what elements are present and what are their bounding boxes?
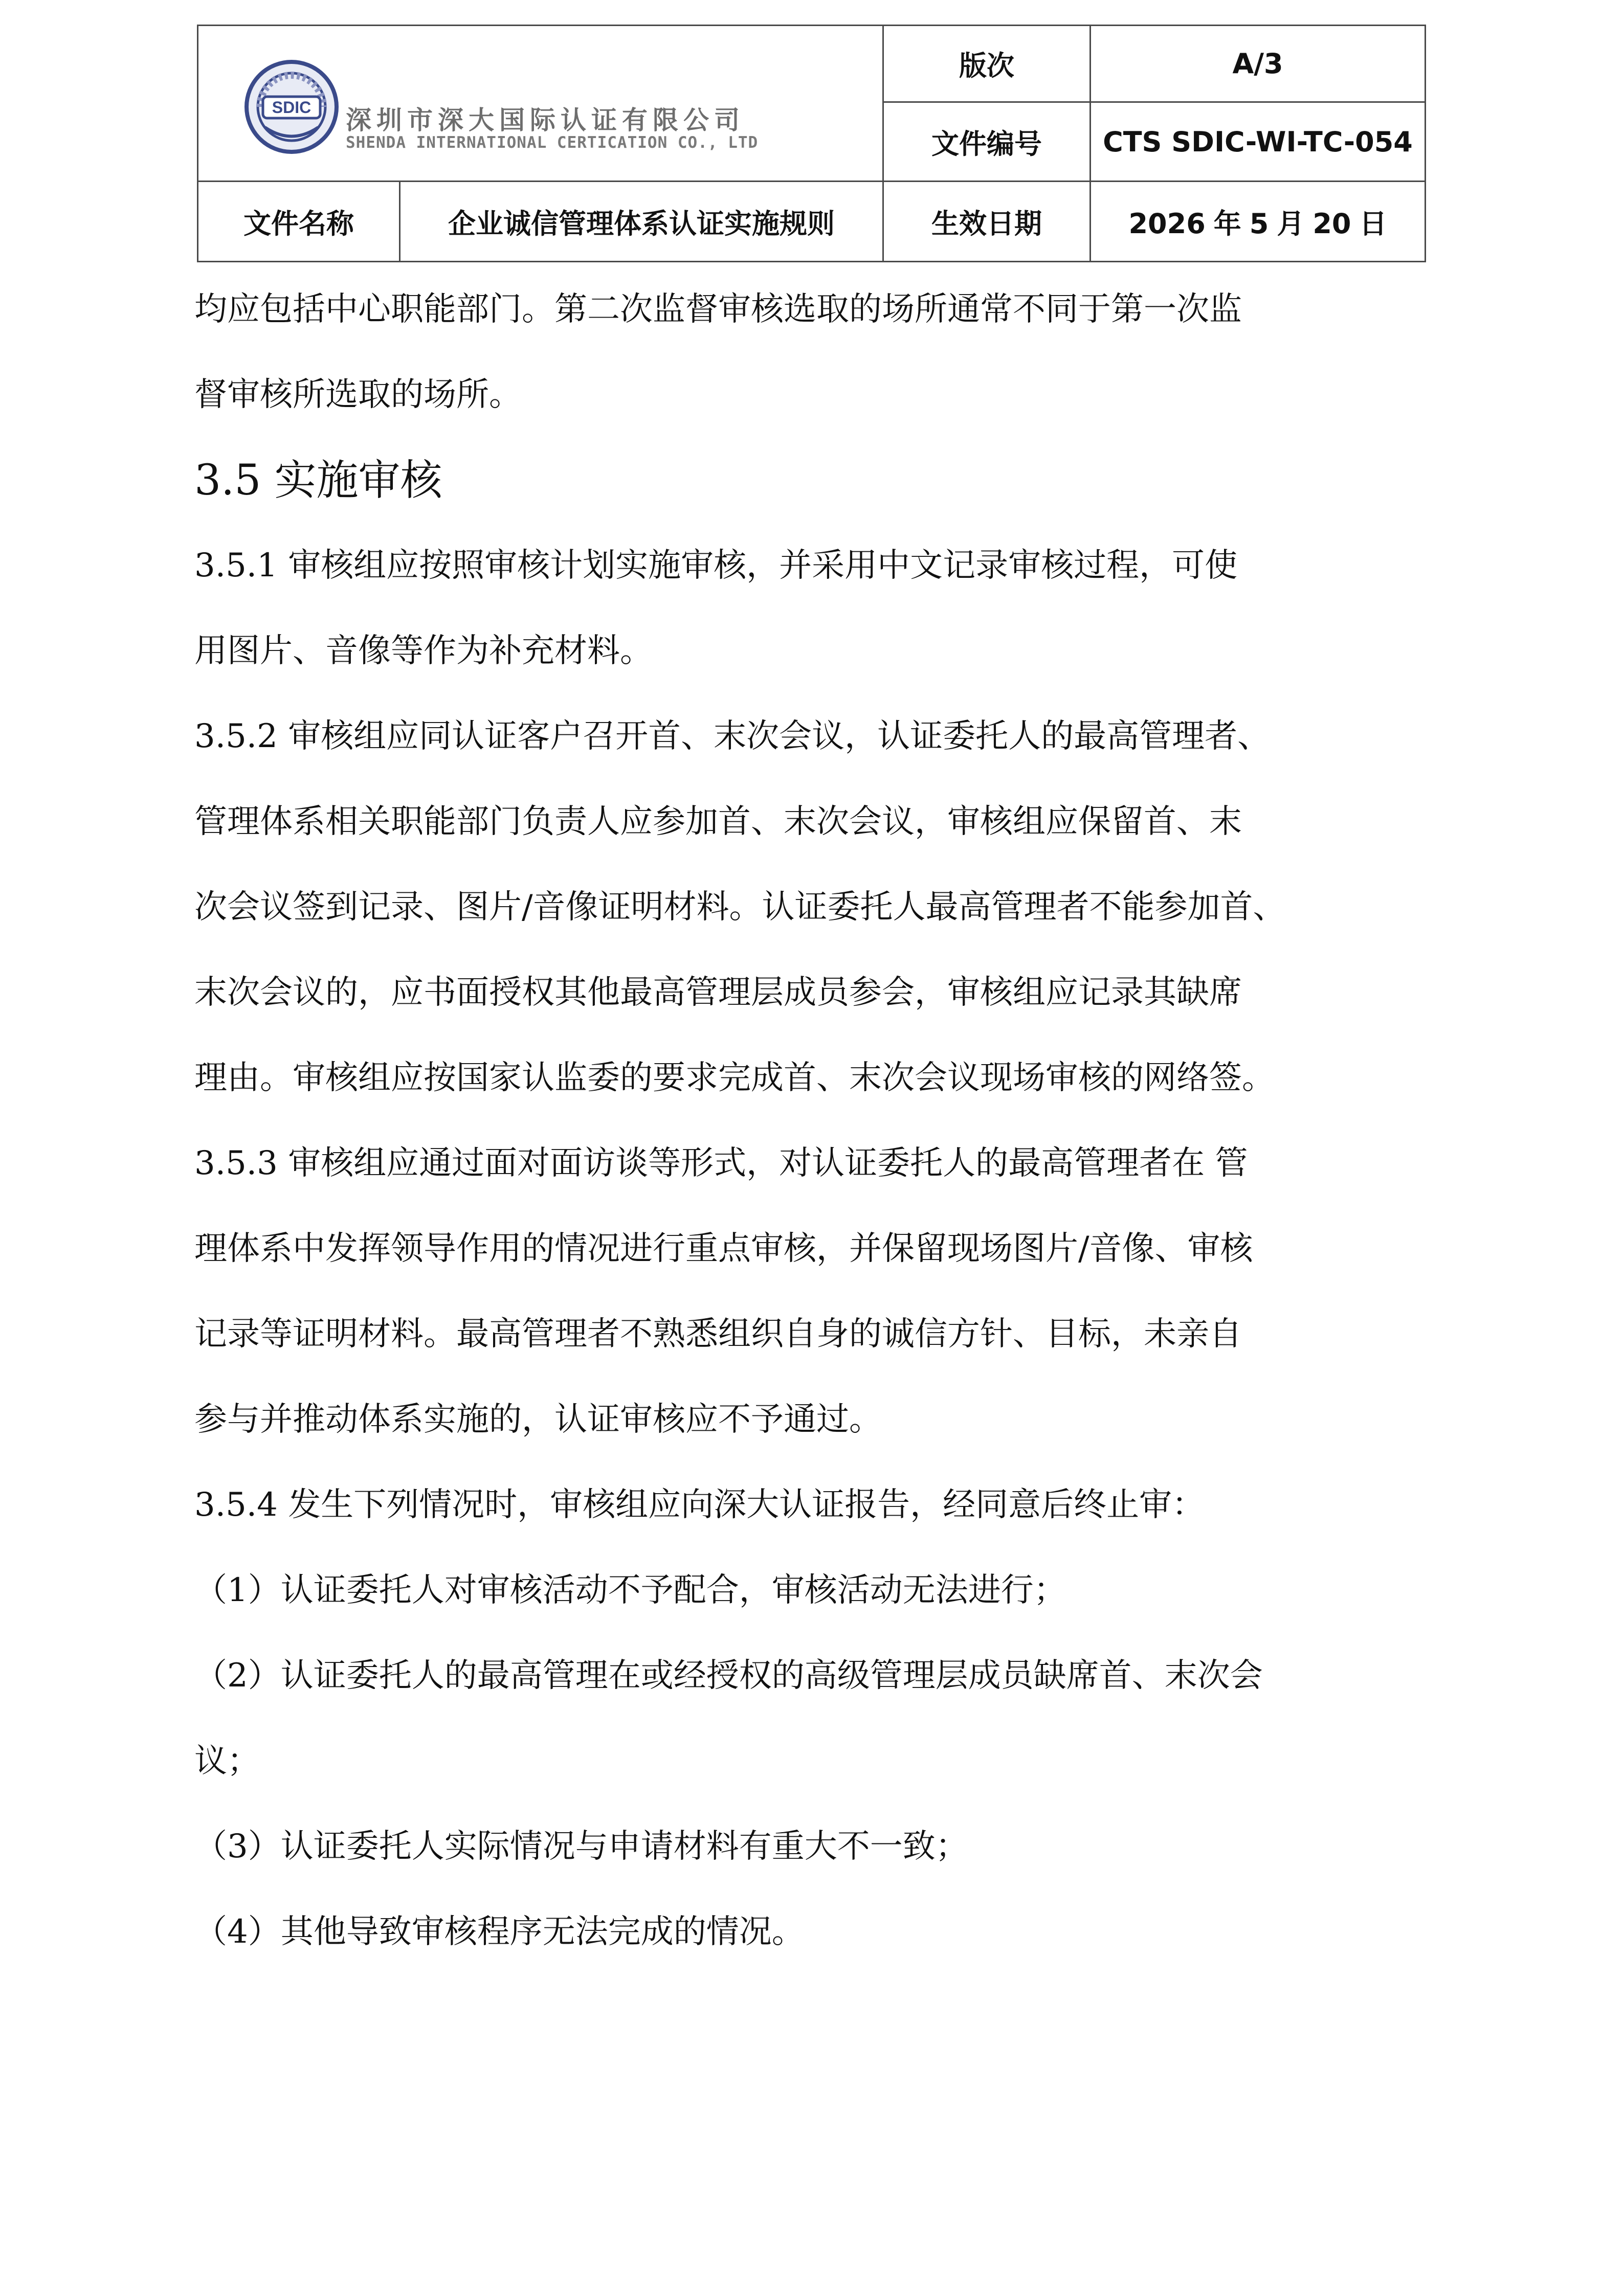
- section-line: （3）认证委托人实际情况与申请材料有重大不一致；: [194, 1828, 968, 1865]
- company-name-cn: 深圳市深大国际认证有限公司: [346, 105, 745, 135]
- section-line: 参与并推动体系实施的，认证审核应不予通过。: [194, 1401, 882, 1438]
- section-line: 3.5.1 审核组应按照审核计划实施审核，并采用中文记录审核过程，可使: [194, 547, 1238, 584]
- effective-year: 2026: [1128, 207, 1206, 240]
- effective-month: 5: [1249, 207, 1269, 240]
- sdic-seal-icon: [244, 56, 342, 158]
- section-line: （2）认证委托人的最高管理在或经授权的高级管理层成员缺席首、末次会: [194, 1657, 1263, 1695]
- version-value: A/3: [1091, 26, 1426, 102]
- effective-day: 20: [1312, 207, 1351, 240]
- body-line: 督审核所选取的场所。: [194, 376, 522, 414]
- section-line: 末次会议的，应书面授权其他最高管理层成员参会，审核组应记录其缺席: [194, 974, 1242, 1011]
- effective-year-unit: 年: [1213, 207, 1241, 240]
- version-label: 版次: [883, 26, 1091, 102]
- doc-number-value: CTS SDIC-WI-TC-054: [1091, 102, 1426, 182]
- doc-number-label: 文件编号: [883, 102, 1091, 182]
- effective-date-value: [1091, 182, 1426, 262]
- section-line: 用图片、音像等作为补充材料。: [194, 632, 653, 670]
- doc-name-label: 文件名称: [198, 182, 400, 262]
- effective-date-label: 生效日期: [883, 182, 1091, 262]
- section-line: （4）其他导致审核程序无法完成的情况。: [194, 1913, 805, 1951]
- section-line: 理由。审核组应按国家认监委的要求完成首、末次会议现场审核的网络签。: [194, 1059, 1275, 1097]
- doc-name-value: 企业诚信管理体系认证实施规则: [400, 182, 883, 262]
- section-line: 3.5.4 发生下列情况时，审核组应向深大认证报告，经同意后终止审：: [194, 1486, 1205, 1524]
- body-line: 均应包括中心职能部门。第二次监督审核选取的场所通常不同于第一次监: [194, 290, 1242, 328]
- company-logo: [244, 56, 909, 178]
- company-name-en: SHENDA INTERNATIONAL CERTICATION CO., LTD: [346, 133, 759, 152]
- document-body: [194, 267, 1448, 1975]
- effective-day-unit: 日: [1359, 207, 1387, 240]
- section-line: （1）认证委托人对审核活动不予配合，审核活动无法进行；: [194, 1571, 1066, 1609]
- document-header-table: [197, 25, 1426, 262]
- section-line: 管理体系相关职能部门负责人应参加首、末次会议，审核组应保留首、末: [194, 803, 1242, 841]
- company-logo-cell: [198, 26, 883, 182]
- svg-text:SDIC: SDIC: [272, 98, 312, 117]
- section-line: 次会议签到记录、图片/音像证明材料。认证委托人最高管理者不能参加首、: [194, 888, 1286, 926]
- section-line: 3.5.3 审核组应通过面对面访谈等形式，对认证委托人的最高管理者在 管: [194, 1144, 1248, 1182]
- section-heading: 3.5 实施审核: [194, 456, 442, 505]
- section-line: 3.5.2 审核组应同认证客户召开首、末次会议，认证委托人的最高管理者、: [194, 717, 1271, 755]
- section-line: 议；: [194, 1742, 260, 1780]
- section-line: 理体系中发挥领导作用的情况进行重点审核，并保留现场图片/音像、审核: [194, 1230, 1253, 1268]
- section-line: 记录等证明材料。最高管理者不熟悉组织自身的诚信方针、目标，未亲自: [194, 1315, 1242, 1353]
- effective-month-unit: 月: [1277, 207, 1305, 240]
